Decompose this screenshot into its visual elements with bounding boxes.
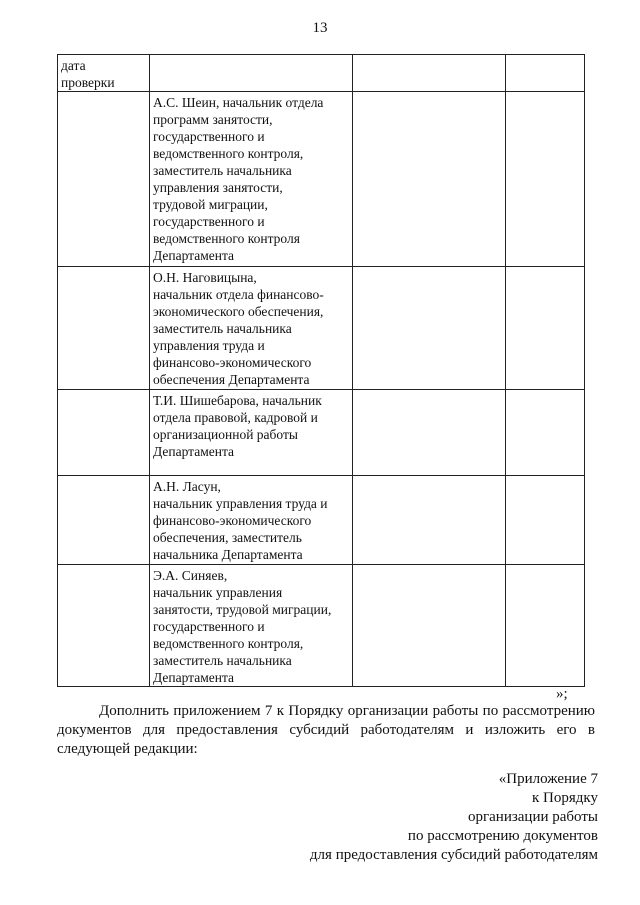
table-cell [353,476,506,565]
table-cell [353,92,506,267]
closing-quote: »; [556,686,568,702]
page-number: 13 [312,20,328,36]
table-cell [58,476,150,565]
table-cell [58,565,150,687]
table-cell [353,565,506,687]
table-row [58,92,585,267]
appendix-heading [310,770,598,865]
table-cell [353,267,506,390]
table-cell-date-label: дата проверки [58,55,150,92]
table-row [58,476,585,565]
appendix-line: к Порядку [532,790,598,806]
table-cell-official: О.Н. Наговицына, начальник отдела финансово- экономического обеспечения, заместитель начальника управления труда и финансово-экономического обеспечения Департамента [150,267,353,390]
table-cell-official: Э.А. Синяев, начальник управления занятости, трудовой миграции, государственного и ведомственного контроля, заместитель начальника Департамента [150,565,353,687]
appendix-line: по рассмотрению документов [407,828,598,844]
table-cell [58,267,150,390]
table-cell [353,55,506,92]
appendix-line: организации работы [467,809,598,825]
table-cell [506,267,585,390]
approval-table [57,54,585,687]
table-cell-official: А.Н. Ласун, начальник управления труда и финансово-экономического обеспечения, заместитель начальника Департамента [150,476,353,565]
table-cell [506,476,585,565]
table-cell [506,565,585,687]
table-cell [150,55,353,92]
appendix-line: для предоставления субсидий работодателям [309,847,598,863]
table-header-row [58,55,585,92]
table-cell [58,390,150,476]
table-row [58,267,585,390]
table-row [58,565,585,687]
table-cell [58,92,150,267]
table-cell [506,55,585,92]
appendix-line: «Приложение 7 [498,771,598,787]
table-cell [353,390,506,476]
table-row [58,390,585,476]
table-cell-official: Т.И. Шишебарова, начальник отдела правовой, кадровой и организационной работы Департамента [150,390,353,476]
table-cell [506,92,585,267]
table-cell-official: А.С. Шеин, начальник отдела программ занятости, государственного и ведомственного контроля, заместитель начальника управления занятости, трудовой миграции, государственного и ведомственного контроля Департамента [150,92,353,267]
table-cell [506,390,585,476]
body-paragraph: Дополнить приложением 7 к Порядку организации работы по рассмотрению документов для предоставления субсидий работодателям и изложить его в следующей редакции: [57,703,595,757]
